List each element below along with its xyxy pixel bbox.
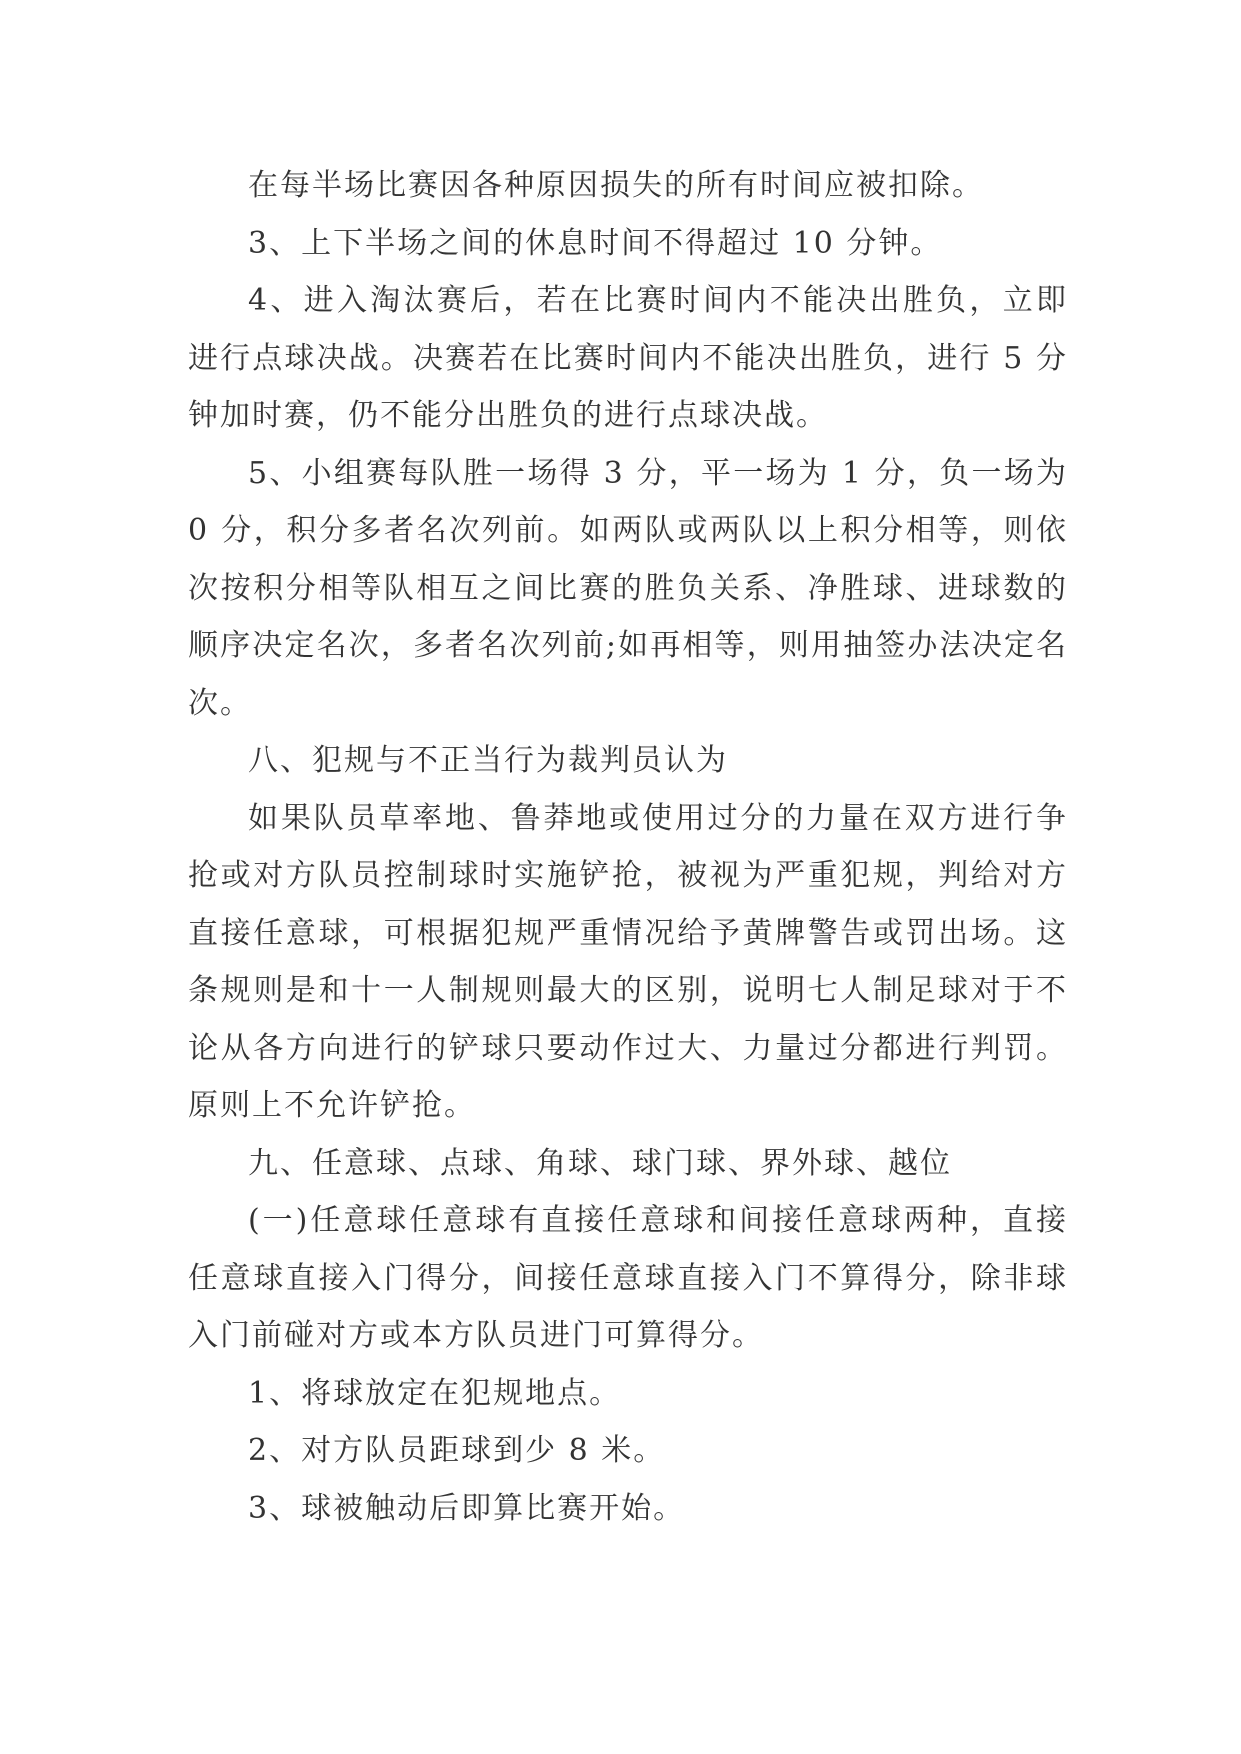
list-item-place-ball: 1、将球放定在犯规地点。 — [248, 1375, 622, 1411]
list-item-opponent-distance: 2、对方队员距球到少 8 米。 — [248, 1433, 666, 1468]
paragraph-rule-3-halftime: 3、上下半场之间的休息时间不得超过 10 分钟。 — [248, 225, 943, 261]
list-item-ball-in-play: 3、球被触动后即算比赛开始。 — [248, 1490, 686, 1526]
paragraph-free-kick-types: (一)任意球任意球有直接任意球和间接任意球两种，直接任意球直接入门得分，间接任意球直接入门不算得分，除非球入门前碰对方或本方队员进门可算得分。 — [188, 1203, 1068, 1353]
document-body — [188, 157, 1068, 1537]
paragraph-rule-4-knockout: 4、进入淘汰赛后，若在比赛时间内不能决出胜负，立即进行点球决战。决赛若在比赛时间内不能决出胜负，进行 5 分钟加时赛，仍不能分出胜负的进行点球决战。 — [188, 283, 1068, 433]
paragraph-foul-tackling: 如果队员草率地、鲁莽地或使用过分的力量在双方进行争抢或对方队员控制球时实施铲抢，被视为严重犯规，判给对方直接任意球，可根据犯规严重情况给予黄牌警告或罚出场。这条规则是和十一人制规则最大的区别，说明七人制足球对于不论从各方向进行的铲球只要动作过大、力量过分都进行判罚。原则上不允许铲抢。 — [188, 800, 1068, 1123]
paragraph-time-deduction: 在每半场比赛因各种原因损失的所有时间应被扣除。 — [248, 168, 984, 203]
section-heading-fouls: 八、犯规与不正当行为裁判员认为 — [248, 743, 728, 778]
paragraph-rule-5-group-points: 5、小组赛每队胜一场得 3 分，平一场为 1 分，负一场为 0 分，积分多者名次列前。如两队或两队以上积分相等，则依次按积分相等队相互之间比赛的胜负关系、净胜球、进球数的顺序决定名次，多者名次列前;如再相等，则用抽签办法决定名次。 — [188, 455, 1068, 721]
section-heading-free-kicks: 九、任意球、点球、角球、球门球、界外球、越位 — [248, 1145, 952, 1181]
